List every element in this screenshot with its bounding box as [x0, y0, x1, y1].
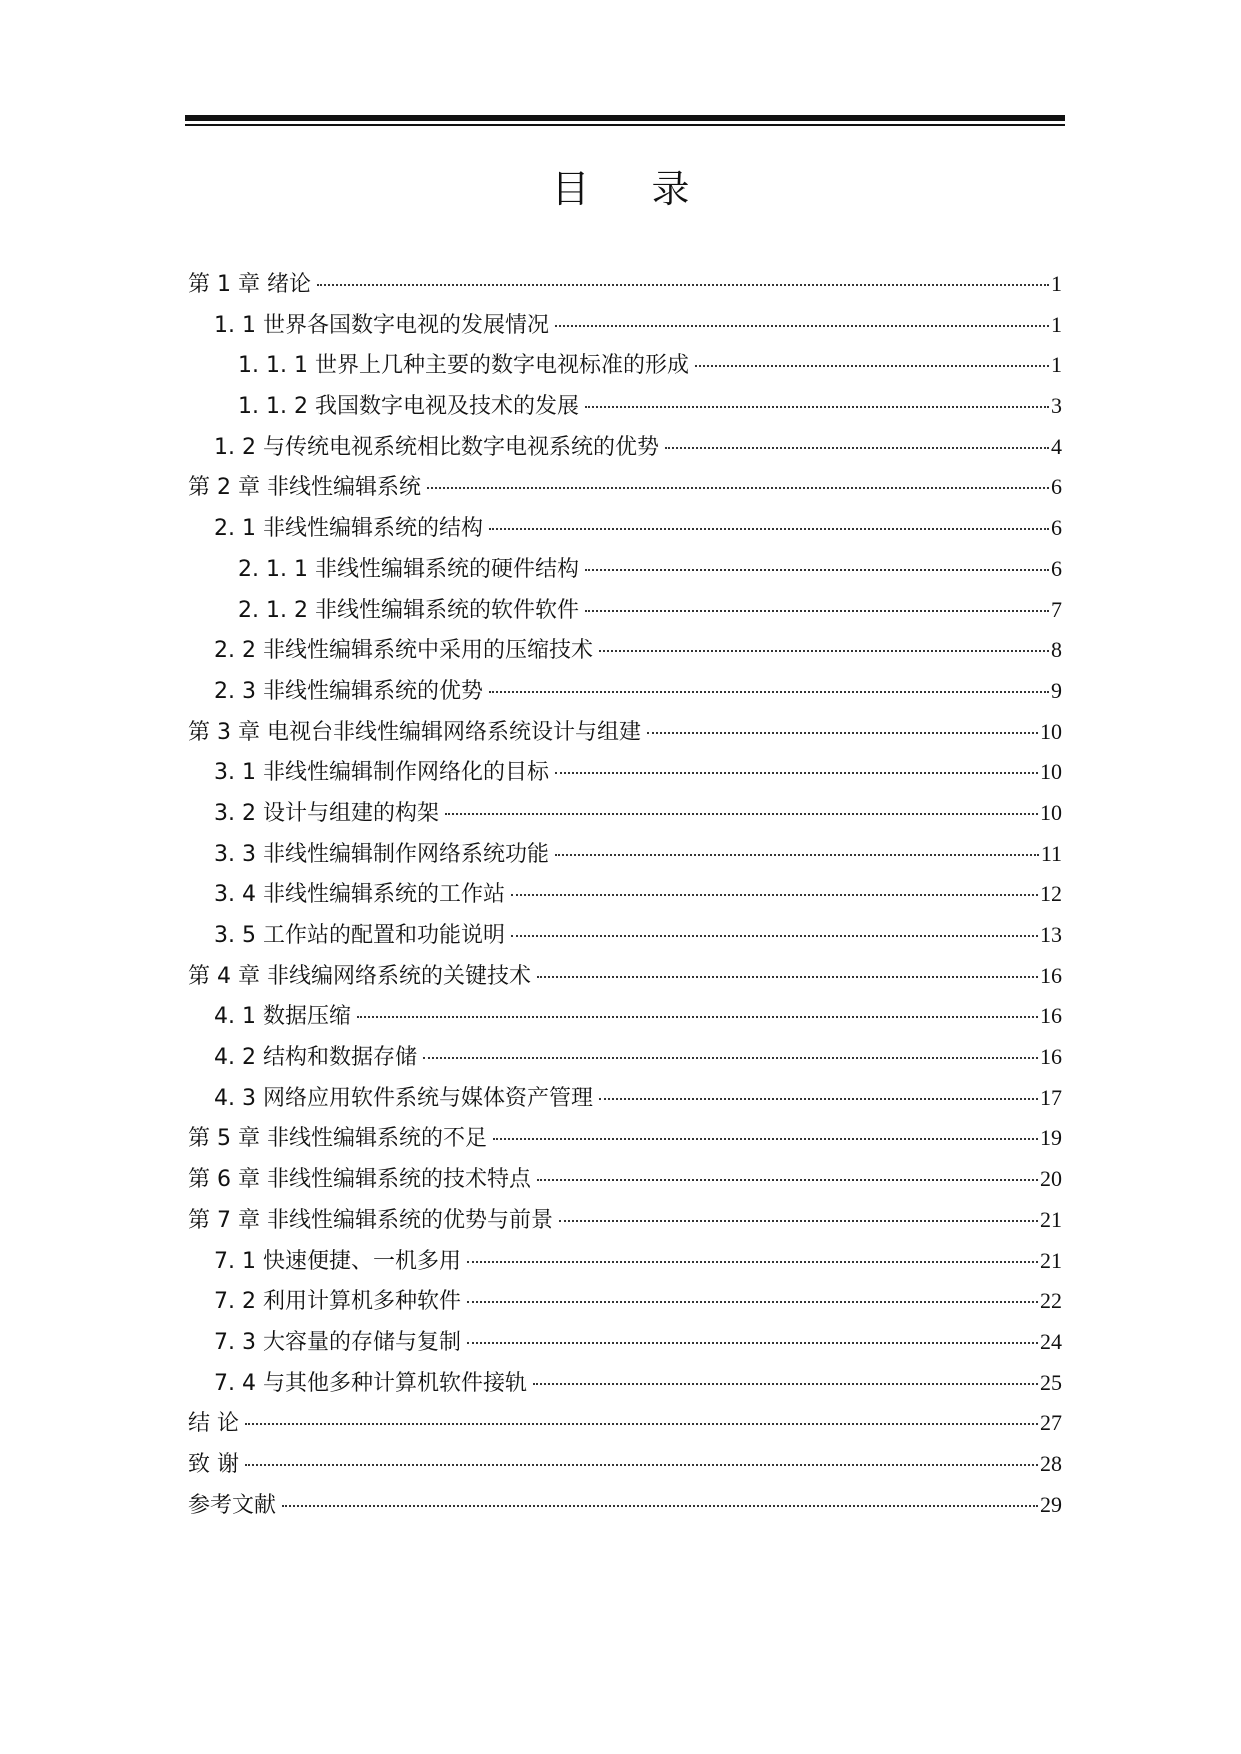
toc-dot-leader	[585, 610, 1049, 612]
toc-dot-leader	[647, 732, 1038, 734]
toc-entry[interactable]	[188, 1485, 1062, 1526]
toc-entry[interactable]	[188, 1159, 1062, 1200]
toc-entry[interactable]	[188, 1281, 1062, 1322]
toc-entry-label: 2. 2 非线性编辑系统中采用的压缩技术	[214, 638, 593, 664]
toc-entry-label: 第 2 章 非线性编辑系统	[188, 475, 421, 501]
toc-entry-page-number: 24	[1040, 1328, 1062, 1354]
toc-entry-page-number: 1	[1051, 352, 1062, 378]
toc-entry-page-number: 10	[1040, 718, 1062, 744]
toc-entry-label: 结 论	[188, 1411, 239, 1437]
toc-entry-page-number: 16	[1040, 1003, 1062, 1029]
toc-entry-page-number: 22	[1040, 1288, 1062, 1314]
toc-entry-page-number: 12	[1040, 881, 1062, 907]
toc-entry[interactable]	[188, 386, 1062, 427]
toc-entry-page-number: 21	[1040, 1206, 1062, 1232]
toc-entry-label: 1. 1. 1 世界上几种主要的数字电视标准的形成	[238, 353, 689, 379]
toc-entry[interactable]	[188, 467, 1062, 508]
toc-entry[interactable]	[188, 630, 1062, 671]
toc-entry-page-number: 25	[1040, 1369, 1062, 1395]
toc-entry-label: 4. 1 数据压缩	[214, 1004, 351, 1030]
toc-entry-label: 第 6 章 非线性编辑系统的技术特点	[188, 1167, 531, 1193]
toc-dot-leader	[555, 772, 1038, 774]
toc-entry-page-number: 6	[1051, 474, 1062, 500]
toc-dot-leader	[555, 325, 1049, 327]
toc-entry-page-number: 7	[1051, 596, 1062, 622]
toc-dot-leader	[585, 406, 1049, 408]
toc-dot-leader	[467, 1261, 1038, 1263]
toc-entry[interactable]	[188, 996, 1062, 1037]
toc-entry-page-number: 1	[1051, 271, 1062, 296]
toc-dot-leader	[599, 1098, 1038, 1100]
toc-entry[interactable]	[188, 956, 1062, 997]
toc-entry[interactable]	[188, 264, 1062, 305]
toc-dot-leader	[467, 1301, 1038, 1303]
toc-entry[interactable]	[188, 1200, 1062, 1241]
toc-entry[interactable]	[188, 590, 1062, 631]
toc-entry-page-number: 21	[1040, 1247, 1062, 1273]
toc-entry-page-number: 13	[1040, 922, 1062, 947]
toc-entry-label: 第 1 章 绪论	[188, 272, 311, 297]
toc-entry[interactable]	[188, 305, 1062, 346]
toc-entry-page-number: 11	[1040, 840, 1062, 866]
toc-entry[interactable]	[188, 1118, 1062, 1159]
title-char-2: 录	[651, 167, 690, 211]
toc-entry-page-number: 28	[1040, 1450, 1062, 1476]
toc-dot-leader	[559, 1220, 1038, 1222]
toc-entry[interactable]	[188, 427, 1062, 468]
toc-entry-label: 7. 2 利用计算机多种软件	[214, 1289, 461, 1315]
toc-entry[interactable]	[188, 915, 1062, 956]
toc-entry[interactable]	[188, 1444, 1062, 1485]
toc-dot-leader	[467, 1342, 1038, 1344]
toc-entry-page-number: 1	[1051, 311, 1062, 337]
toc-dot-leader	[493, 1138, 1038, 1140]
toc-entry-label: 2. 1 非线性编辑系统的结构	[214, 516, 483, 542]
toc-entry[interactable]	[188, 752, 1062, 793]
title-char-1: 目	[551, 167, 590, 211]
toc-entry-page-number: 19	[1040, 1125, 1062, 1151]
toc-entry-page-number: 3	[1051, 393, 1062, 419]
toc-entry-label: 致 谢	[188, 1451, 239, 1477]
toc-dot-leader	[599, 650, 1049, 652]
toc-entry[interactable]	[188, 549, 1062, 590]
toc-entry-label: 2. 3 非线性编辑系统的优势	[214, 678, 483, 704]
toc-entry-page-number: 17	[1040, 1084, 1062, 1110]
toc-entry-label: 第 5 章 非线性编辑系统的不足	[188, 1126, 487, 1152]
toc-dot-leader	[585, 569, 1049, 571]
toc-entry[interactable]	[188, 874, 1062, 915]
toc-dot-leader	[555, 854, 1039, 856]
toc-dot-leader	[423, 1057, 1038, 1059]
toc-entry[interactable]	[188, 508, 1062, 549]
toc-entry-page-number: 6	[1051, 555, 1062, 581]
table-of-contents	[188, 264, 1062, 1525]
toc-entry-page-number: 29	[1040, 1491, 1062, 1517]
toc-entry-label: 2. 1. 2 非线性编辑系统的软件软件	[238, 597, 579, 623]
toc-entry-page-number: 20	[1040, 1166, 1062, 1192]
toc-dot-leader	[695, 365, 1049, 367]
toc-entry[interactable]	[188, 345, 1062, 386]
toc-entry-label: 3. 5 工作站的配置和功能说明	[214, 923, 505, 948]
toc-entry-page-number: 27	[1040, 1410, 1062, 1436]
toc-entry-page-number: 9	[1051, 677, 1062, 703]
toc-entry[interactable]	[188, 1037, 1062, 1078]
toc-entry-label: 7. 1 快速便捷、一机多用	[214, 1248, 461, 1274]
toc-dot-leader	[537, 1179, 1038, 1181]
toc-entry-label: 2. 1. 1 非线性编辑系统的硬件结构	[238, 556, 579, 582]
toc-entry-label: 参考文献	[188, 1492, 277, 1518]
toc-entry-page-number: 16	[1040, 962, 1062, 988]
toc-dot-leader	[445, 813, 1038, 815]
toc-dot-leader	[245, 1464, 1038, 1466]
toc-dot-leader	[511, 894, 1038, 896]
toc-entry[interactable]	[188, 834, 1062, 875]
toc-dot-leader	[282, 1505, 1038, 1507]
toc-entry[interactable]	[188, 793, 1062, 834]
toc-dot-leader	[665, 447, 1049, 449]
toc-entry-page-number: 10	[1040, 759, 1062, 785]
toc-entry-page-number: 8	[1051, 637, 1062, 663]
toc-dot-leader	[511, 935, 1038, 937]
toc-dot-leader	[489, 691, 1049, 693]
toc-entry-label: 1. 1 世界各国数字电视的发展情况	[214, 312, 549, 338]
toc-entry-page-number: 6	[1051, 515, 1062, 541]
header-rule-thick	[185, 115, 1065, 121]
toc-entry-label: 3. 1 非线性编辑制作网络化的目标	[214, 760, 549, 786]
toc-dot-leader	[317, 284, 1049, 286]
toc-dot-leader	[537, 976, 1038, 978]
toc-entry-label: 1. 1. 2 我国数字电视及技术的发展	[238, 394, 579, 420]
toc-entry-page-number: 4	[1051, 433, 1062, 459]
toc-entry-label: 第 7 章 非线性编辑系统的优势与前景	[188, 1207, 553, 1233]
toc-dot-leader	[489, 528, 1049, 530]
toc-entry[interactable]	[188, 1322, 1062, 1363]
toc-entry-page-number: 10	[1040, 799, 1062, 825]
toc-dot-leader	[427, 487, 1049, 489]
toc-entry-label: 7. 3 大容量的存储与复制	[214, 1329, 461, 1355]
toc-entry-label: 7. 4 与其他多种计算机软件接轨	[214, 1370, 527, 1396]
toc-entry-page-number: 16	[1040, 1044, 1062, 1070]
toc-entry[interactable]	[188, 1078, 1062, 1119]
toc-entry-label: 3. 4 非线性编辑系统的工作站	[214, 882, 505, 908]
toc-entry[interactable]	[188, 1403, 1062, 1444]
toc-dot-leader	[533, 1383, 1038, 1385]
toc-entry-label: 4. 2 结构和数据存储	[214, 1045, 417, 1071]
toc-entry[interactable]	[188, 712, 1062, 753]
toc-entry[interactable]	[188, 1363, 1062, 1404]
toc-entry[interactable]	[188, 671, 1062, 712]
toc-entry[interactable]	[188, 1241, 1062, 1282]
toc-entry-label: 1. 2 与传统电视系统相比数字电视系统的优势	[214, 434, 659, 460]
toc-entry-label: 4. 3 网络应用软件系统与媒体资产管理	[214, 1085, 593, 1111]
header-rule-thin	[185, 124, 1065, 126]
toc-entry-label: 3. 2 设计与组建的构架	[214, 800, 439, 826]
toc-dot-leader	[245, 1423, 1038, 1425]
toc-entry-label: 第 3 章 电视台非线性编辑网络系统设计与组建	[188, 719, 641, 745]
toc-entry-label: 第 4 章 非线编网络系统的关键技术	[188, 963, 531, 989]
toc-entry-label: 3. 3 非线性编辑制作网络系统功能	[214, 841, 549, 867]
toc-dot-leader	[357, 1016, 1038, 1018]
page-title	[0, 158, 1241, 213]
